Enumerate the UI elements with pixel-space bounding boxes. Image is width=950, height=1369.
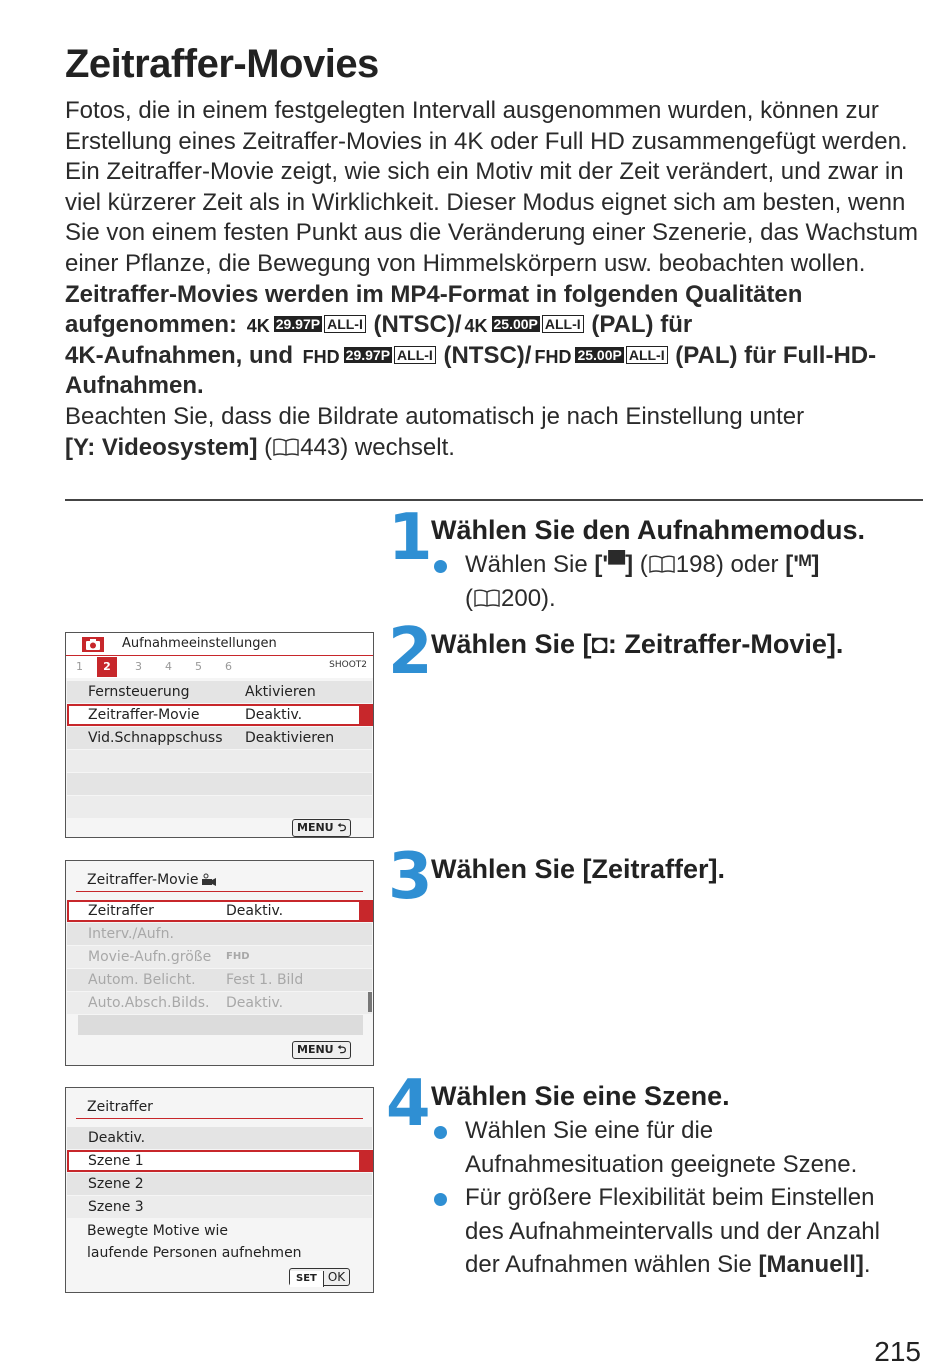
framerate-2500-icon: 25.00P — [493, 316, 538, 333]
menu-back-button[interactable] — [292, 1041, 351, 1059]
all-i-icon: ALL-I — [542, 315, 584, 333]
book-icon — [648, 554, 676, 574]
menu-row-empty — [67, 750, 372, 772]
scroll-indicator — [359, 704, 373, 726]
format-text-a: Zeitraffer-Movies werden im MP4-Format in folgenden Qualitäten aufgenommen: — [65, 280, 803, 339]
header-divider — [76, 891, 363, 892]
step-2-title: Wählen Sie [◘: Zeitraffer-Movie]. — [431, 629, 844, 659]
bullet-text: . — [863, 1251, 871, 1278]
menu-row-empty — [67, 773, 372, 795]
bullet-text: Wählen Sie — [465, 551, 588, 578]
list-item — [431, 1181, 911, 1282]
back-icon: ⮌ — [337, 1043, 347, 1056]
format-text-b: 4K-Aufnahmen, und — [65, 341, 293, 369]
menu-row-value: Aktivieren — [245, 684, 316, 700]
bullet-text: Für größere Flexibilität beim Einstellen des Aufnahmeintervalls und der Anzahl der Aufnahmen wählen Sie — [465, 1184, 880, 1278]
format-paragraph — [65, 280, 925, 402]
tab-bar — [66, 656, 373, 678]
scrollbar[interactable] — [368, 992, 372, 1012]
tab-6[interactable]: 6 — [225, 660, 232, 673]
menu-row-value: Deaktiv. — [226, 995, 284, 1011]
menu-button-label: MENU — [297, 821, 334, 834]
screen-header-title: Zeitraffer-Movie — [87, 872, 199, 888]
tab-4[interactable]: 4 — [165, 660, 172, 673]
menu-row-interval[interactable] — [67, 923, 372, 945]
menu-row-key: Autom. Belicht. — [88, 972, 196, 988]
camera-screen-zeitraffer-movie — [65, 860, 374, 1066]
fhd-icon: FHD — [534, 346, 572, 367]
ntsc-label: (NTSC)/ — [373, 311, 462, 339]
menu-row-auto-off[interactable] — [67, 992, 372, 1014]
page-title: Zeitraffer-Movies — [65, 42, 379, 86]
movie-mode-ref: ['▀] — [594, 551, 634, 578]
tab-page-label: SHOOT2 — [329, 660, 367, 670]
camera-icon — [82, 637, 104, 652]
step-4-title: Wählen Sie eine Szene. — [431, 1081, 730, 1111]
option-description — [87, 1220, 302, 1264]
ok-label: OK — [327, 1270, 346, 1284]
bullet-text: Wählen Sie eine für die Aufnahmesituation geeignete Szene. — [465, 1117, 858, 1178]
screen-header — [66, 633, 373, 655]
all-i-icon: ALL-I — [626, 346, 668, 364]
menu-row-key: Fernsteuerung — [88, 684, 190, 700]
option-label: Deaktiv. — [88, 1130, 146, 1146]
option-label: Szene 1 — [88, 1153, 144, 1169]
framerate-2997-icon: 29.97P — [345, 346, 391, 363]
menu-row-key: Movie-Aufn.größe — [88, 949, 212, 965]
step-1-title: Wählen Sie den Aufnahmemodus. — [431, 515, 866, 545]
4k-icon: 4K — [246, 316, 270, 337]
camera-screen-shoot-menu — [65, 632, 374, 838]
step-2-number: 2 — [388, 615, 429, 689]
menu-row-key: Zeitraffer — [88, 903, 154, 919]
screen-header-title: Zeitraffer — [87, 1099, 153, 1115]
list-item — [431, 1114, 911, 1181]
step-3-title: Wählen Sie [Zeitraffer]. — [431, 854, 726, 884]
tab-3[interactable]: 3 — [135, 660, 142, 673]
fhd-icon: FHD — [302, 346, 340, 367]
tab-1[interactable]: 1 — [76, 660, 83, 673]
page-ref: 198 — [675, 551, 716, 578]
menu-row-zeitraffer[interactable] — [67, 900, 372, 922]
menu-row-value: Deaktivieren — [245, 730, 335, 746]
set-label: SET — [290, 1271, 324, 1287]
menu-row-movie-size[interactable] — [67, 946, 372, 968]
fhd-icon: FHD — [226, 951, 250, 962]
menu-row-value: Fest 1. Bild — [226, 972, 304, 988]
menu-row-vid-schnappschuss[interactable] — [67, 727, 372, 749]
bullet-dot-icon — [434, 1126, 447, 1139]
step-4-number: 4 — [386, 1067, 427, 1141]
option-label: Szene 3 — [88, 1199, 144, 1215]
option-row-szene-1[interactable] — [67, 1150, 372, 1172]
menu-row-fernsteuerung[interactable] — [67, 681, 372, 703]
all-i-icon: ALL-I — [394, 346, 436, 364]
section-divider — [65, 499, 923, 501]
bullet-text: oder — [730, 551, 779, 578]
description-line: laufende Personen aufnehmen — [87, 1245, 302, 1261]
option-row-deaktiv[interactable] — [67, 1127, 372, 1149]
tab-5[interactable]: 5 — [195, 660, 202, 673]
all-i-icon: ALL-I — [324, 315, 366, 333]
screen-header-title: Aufnahmeeinstellungen — [122, 636, 277, 651]
description-line: Bewegte Motive wie — [87, 1223, 229, 1239]
menu-row-empty — [78, 1015, 363, 1035]
menu-back-button[interactable] — [292, 819, 351, 837]
menu-row-key: Vid.Schnappschuss — [88, 730, 223, 746]
bullet-dot-icon — [434, 1193, 447, 1206]
back-icon: ⮌ — [337, 821, 347, 834]
header-divider — [76, 1118, 363, 1119]
menu-row-zeitraffer-movie[interactable] — [67, 704, 372, 726]
step-3-number: 3 — [388, 840, 429, 914]
bullet-dot-icon — [434, 560, 447, 573]
step-1-number: 1 — [388, 501, 429, 575]
camera-screen-zeitraffer-scene — [65, 1087, 374, 1293]
framerate-2997-icon: 29.97P — [275, 316, 321, 333]
page-number: 215 — [874, 1336, 921, 1367]
intro-section — [65, 96, 925, 463]
book-icon — [272, 437, 300, 457]
option-label: Szene 2 — [88, 1176, 144, 1192]
menu-row-value: Deaktiv. — [245, 707, 303, 723]
intro-paragraph: Fotos, die in einem festgelegten Intervall ausgenommen wurden, können zur Erstellung eines Zeitraffer-Movies in 4K oder Full HD zusammengefügt werden. Ein Zeitraffer-Movie zeigt, wie sich ein Motiv mit der Zeit verändert, und zwar in viel kürzerer Zeit als in Wirklichkeit. Dieser Modus eignet sich am besten, wenn Sie von einem festen Punkt aus die Veränderung einer Szenerie, das Wachstum einer Pflanze, die Bewegung von Himmelskörpern usw. beobachten wollen. — [65, 97, 918, 277]
pal-full-label: (PAL) für Full-HD-Aufnahmen. — [65, 341, 877, 400]
ntsc-label: (NTSC)/ — [443, 341, 532, 369]
step-1-bullets — [431, 548, 911, 615]
menu-row-key: Zeitraffer-Movie — [88, 707, 200, 723]
4k-icon: 4K — [464, 316, 488, 337]
note-paragraph: Beachten Sie, dass die Bildrate automatisch je nach Einstellung unter [Y: Videosystem] ( 443) wechselt. — [65, 402, 805, 461]
menu-row-auto-exposure[interactable] — [67, 969, 372, 991]
menu-row-key: Auto.Absch.Bilds. — [88, 995, 210, 1011]
menu-row-empty — [67, 796, 372, 818]
note-text-a: Beachten Sie, dass die Bildrate automatisch je nach Einstellung unter — [65, 402, 805, 430]
menu-button-label: MENU — [297, 1043, 334, 1056]
menu-row-value: Deaktiv. — [226, 903, 284, 919]
step-4-bullets — [431, 1114, 911, 1282]
list-item: Wählen Sie ['▀] ( 198) oder ['ᴹ] ( 200). — [431, 548, 911, 615]
option-row-szene-2[interactable] — [67, 1173, 372, 1195]
book-icon — [473, 588, 501, 608]
timelapse-movie-icon — [201, 873, 217, 887]
menu-row-key: Interv./Aufn. — [88, 926, 174, 942]
note-page-ref: 443 — [300, 433, 341, 461]
set-ok-button[interactable] — [289, 1268, 350, 1286]
option-row-szene-3[interactable] — [67, 1196, 372, 1218]
note-text-b: wechselt. — [354, 433, 455, 461]
videosystem-menu-ref: [Y: Videosystem] — [65, 433, 258, 461]
scroll-indicator — [359, 1150, 373, 1172]
manual-movie-mode-ref: ['ᴹ] — [785, 551, 820, 578]
scroll-indicator — [359, 900, 373, 922]
tab-2-active[interactable]: 2 — [97, 657, 117, 677]
manuell-option-ref: [Manuell] — [758, 1251, 864, 1278]
page-ref: 200 — [501, 584, 542, 612]
pal-label: (PAL) für — [591, 311, 693, 339]
framerate-2500-icon: 25.00P — [577, 346, 622, 363]
